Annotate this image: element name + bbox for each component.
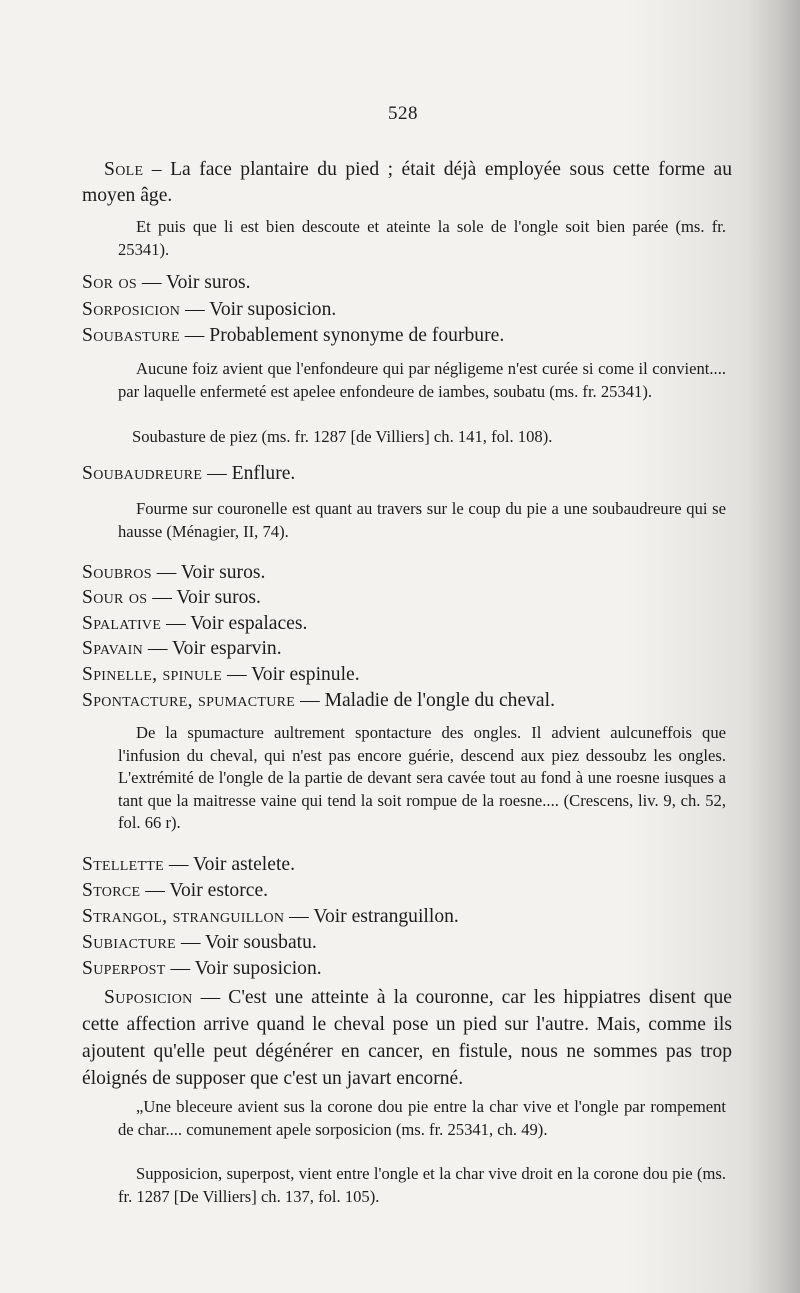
- definition: — Voir suros.: [147, 587, 261, 608]
- definition: — Voir suros.: [136, 272, 251, 293]
- entry-soubaudreure: [82, 461, 732, 487]
- headword: Subiacture: [82, 932, 177, 953]
- definition: — Voir suposicion.: [165, 958, 322, 979]
- entry-suposicion: [82, 984, 732, 1092]
- definition: – La face plantaire du pied ; était déjà employée sous cette forme au moyen âge.: [82, 159, 732, 206]
- headword: Spinelle, spinule: [82, 664, 223, 685]
- entry-superpost: [82, 956, 732, 982]
- entry-spalative: [82, 611, 732, 637]
- definition: — Voir estranguillon.: [284, 906, 459, 927]
- headword: Spalative: [82, 613, 162, 634]
- definition: — Voir esparvin.: [143, 638, 282, 659]
- entry-sorposicion: [82, 297, 732, 323]
- definition: — Voir espalaces.: [161, 613, 308, 634]
- headword: Soubaudreure: [82, 463, 203, 484]
- entry-storce: [82, 878, 732, 904]
- entry-subiacture: [82, 930, 732, 956]
- headword: Sor os: [82, 272, 137, 293]
- definition: — Voir estorce.: [140, 880, 269, 901]
- entry-spinelle: [82, 662, 732, 688]
- entry-soubasture: [82, 323, 732, 349]
- headword: Suposicion: [104, 987, 193, 1008]
- definition: — Voir suposicion.: [180, 299, 337, 320]
- entry-sole: [82, 157, 732, 209]
- definition: — Maladie de l'ongle du cheval.: [295, 690, 555, 711]
- entry-spontacture: [82, 688, 732, 714]
- headword: Soubasture: [82, 325, 180, 346]
- definition: — Voir espinule.: [222, 664, 360, 685]
- headword: Spontacture, spumacture: [82, 690, 296, 711]
- quote-spontacture: De la spumacture aultrement spontacture des ongles. Il advient aulcuneffois que l'infusion du cheval, qui n'est pas encore guérie, descend aux piez dessoubz les ongles. L'extrémité de l'ongle de la partie de devant sera cavée tout au fond à une roesne iusques a tant que la maitresse vaine qui tend la soit rompue de la roesne.... (Crescens, liv. 9, ch. 52, fol. 66 r).: [118, 723, 726, 832]
- headword: Sole: [104, 159, 144, 180]
- definition: — Voir astelete.: [164, 854, 295, 875]
- entry-stellette: [82, 852, 732, 878]
- definition: — Enflure.: [202, 463, 296, 484]
- headword: Soubros: [82, 562, 152, 583]
- quote-soubasture-2: Soubasture de piez (ms. fr. 1287 [de Villiers] ch. 141, fol. 108).: [132, 427, 553, 446]
- quote-suposicion-1: „Une bleceure avient sus la corone dou pie entre la char vive et l'ongle par rompement de char.... comunement apele sorposicion (ms. fr. 25341, ch. 49).: [118, 1097, 726, 1139]
- headword: Sour os: [82, 587, 148, 608]
- headword: Spavain: [82, 638, 143, 659]
- quote-sole: Et puis que li est bien descoute et ateinte la sole de l'ongle soit bien parée (ms. fr. 25341).: [118, 217, 726, 259]
- quote-soubaudreure: Fourme sur couronelle est quant au travers sur le coup du pie a une soubaudreure qui se hausse (Ménagier, II, 74).: [118, 499, 726, 541]
- entry-sor-os: [82, 270, 732, 296]
- definition: — Probablement synonyme de fourbure.: [179, 325, 505, 346]
- quote-soubasture-1: Aucune foiz avient que l'enfondeure qui par négligeme n'est curée si come il convient.... par laquelle enfermeté est apelee enfondeure de iambes, soubatu (ms. fr. 25341).: [118, 359, 726, 401]
- entry-sour-os: [82, 585, 732, 611]
- headword: Stellette: [82, 854, 165, 875]
- definition: — Voir sousbatu.: [176, 932, 317, 953]
- entry-strangol: [82, 904, 732, 930]
- headword: Sorposicion: [82, 299, 181, 320]
- entry-soubros: [82, 560, 732, 586]
- entry-spavain: [82, 636, 732, 662]
- binding-shadow: [748, 0, 800, 1293]
- definition: — C'est une atteinte à la couronne, car les hippiatres disent que cette affection arrive quand le cheval pose un pied sur l'autre. Mais, comme ils ajoutent qu'elle peut dégénérer en cancer, en fistule, nous ne sommes pas trop éloignés de supposer que c'est un javart encorné.: [82, 987, 732, 1089]
- headword: Storce: [82, 880, 141, 901]
- headword: Strangol, stranguillon: [82, 906, 285, 927]
- page-number: 528: [388, 103, 418, 124]
- quote-suposicion-2: Supposicion, superpost, vient entre l'ongle et la char vive droit en la corone dou pie (ms. fr. 1287 [De Villiers] ch. 137, fol. 105).: [118, 1164, 726, 1206]
- headword: Superpost: [82, 958, 166, 979]
- definition: — Voir suros.: [151, 562, 266, 583]
